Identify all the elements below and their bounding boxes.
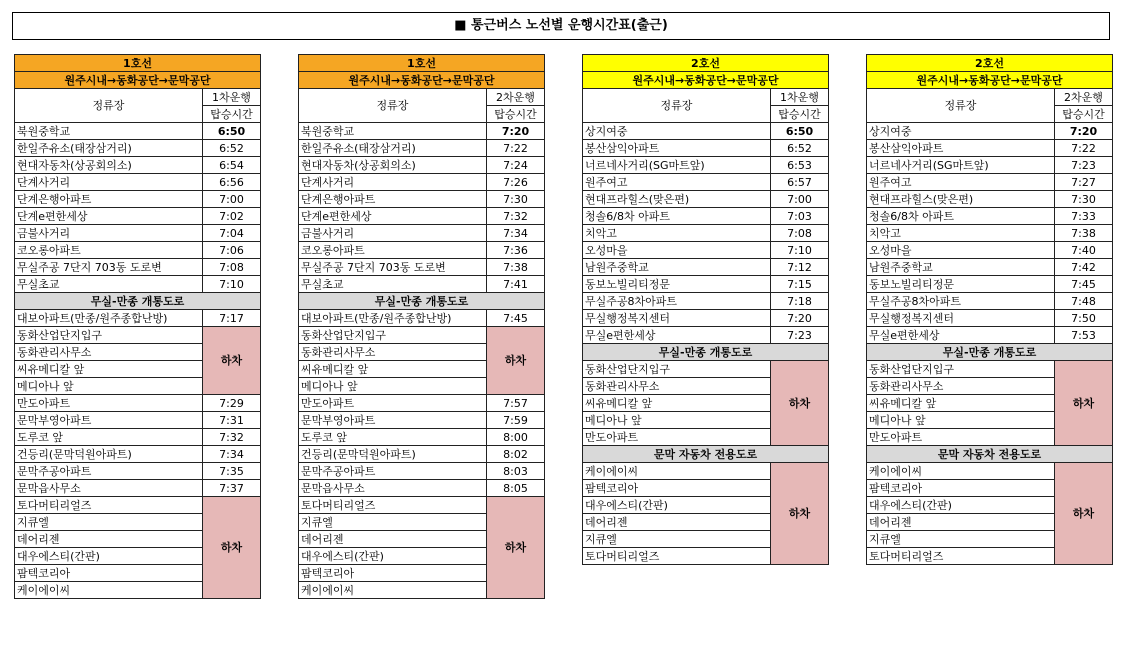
boarding-time: 7:30	[1055, 191, 1113, 208]
stop-name: 만도아파트	[299, 395, 487, 412]
dropoff-label: 하차	[203, 497, 261, 599]
table-row	[583, 225, 829, 242]
stop-name: 동화산업단지입구	[15, 327, 203, 344]
line-header-row	[299, 55, 545, 72]
section-label: 문막 자동차 전용도로	[867, 446, 1113, 463]
dropoff-label: 하차	[487, 327, 545, 395]
stop-name: 데어리젠	[867, 514, 1055, 531]
table-row	[867, 276, 1113, 293]
stop-name: 무실e편한세상	[867, 327, 1055, 344]
stop-name: 동화관리사무소	[15, 344, 203, 361]
stop-name: 무실초교	[299, 276, 487, 293]
stop-name: 케이에이씨	[583, 463, 771, 480]
boarding-time: 6:50	[771, 123, 829, 140]
stop-name: 팜텍코리아	[583, 480, 771, 497]
line-header-row	[15, 55, 261, 72]
stop-name: 대보아파트(만종/원주종합난방)	[299, 310, 487, 327]
table-row	[299, 310, 545, 327]
stop-name: 만도아파트	[867, 429, 1055, 446]
stop-name: 무실주공 7단지 703동 도로변	[15, 259, 203, 276]
stop-name: 지큐엘	[867, 531, 1055, 548]
table-row	[583, 276, 829, 293]
column-header-row	[15, 89, 261, 106]
stop-name: 동화관리사무소	[867, 378, 1055, 395]
table-row	[867, 242, 1113, 259]
column-header-row	[583, 89, 829, 106]
boarding-time: 7:08	[771, 225, 829, 242]
stop-name: 동보노빌리티정문	[583, 276, 771, 293]
stop-name: 씨유메디칼 앞	[15, 361, 203, 378]
route-header-row	[583, 72, 829, 89]
table-row	[299, 259, 545, 276]
stop-name: 단계사거리	[15, 174, 203, 191]
stop-column-header: 정류장	[299, 89, 487, 123]
stop-name: 너르네사거리(SG마트앞)	[867, 157, 1055, 174]
stop-name: 메디아나 앞	[299, 378, 487, 395]
stop-name: 만도아파트	[15, 395, 203, 412]
boarding-time: 7:10	[771, 242, 829, 259]
time-column-header: 탑승시간	[1055, 106, 1113, 123]
boarding-time: 7:20	[771, 310, 829, 327]
table-row	[15, 140, 261, 157]
section-label: 무실-만종 개통도로	[15, 293, 261, 310]
page-title: ■ 통근버스 노선별 운행시간표(출근)	[12, 12, 1110, 40]
route-name: 원주시내→동화공단→문막공단	[15, 72, 261, 89]
boarding-time: 7:12	[771, 259, 829, 276]
table-row	[299, 174, 545, 191]
stop-name: 토다머티리얼즈	[15, 497, 203, 514]
stop-name: 원주여고	[583, 174, 771, 191]
table-row	[15, 463, 261, 480]
stop-name: 코오롱아파트	[15, 242, 203, 259]
boarding-time: 7:29	[203, 395, 261, 412]
stop-name: 남원주중학교	[583, 259, 771, 276]
table-row	[299, 446, 545, 463]
boarding-time: 6:54	[203, 157, 261, 174]
timetable-body	[867, 55, 1113, 565]
table-row	[299, 123, 545, 140]
stop-name: 무실주공8차아파트	[867, 293, 1055, 310]
dropoff-label: 하차	[1055, 361, 1113, 446]
timetable-body	[583, 55, 829, 565]
boarding-time: 7:02	[203, 208, 261, 225]
table-row	[15, 157, 261, 174]
time-column-header: 탑승시간	[203, 106, 261, 123]
boarding-time: 7:23	[771, 327, 829, 344]
boarding-time: 7:37	[203, 480, 261, 497]
run-label: 2차운행	[1055, 89, 1113, 106]
table-row	[583, 327, 829, 344]
section-label: 무실-만종 개통도로	[583, 344, 829, 361]
boarding-time: 7:08	[203, 259, 261, 276]
section-row	[583, 344, 829, 361]
section-row	[299, 293, 545, 310]
line-header-row	[867, 55, 1113, 72]
boarding-time: 7:48	[1055, 293, 1113, 310]
stop-name: 씨유메디칼 앞	[299, 361, 487, 378]
stop-name: 대우에스티(간판)	[299, 548, 487, 565]
stop-name: 씨유메디칼 앞	[583, 395, 771, 412]
stop-name: 메디아나 앞	[867, 412, 1055, 429]
stop-name: 단계e편한세상	[299, 208, 487, 225]
table-row	[867, 123, 1113, 140]
section-row	[583, 446, 829, 463]
table-row	[299, 140, 545, 157]
line-name: 1호선	[15, 55, 261, 72]
line-name: 1호선	[299, 55, 545, 72]
stop-name: 단계사거리	[299, 174, 487, 191]
table-row	[583, 293, 829, 310]
stop-name: 오성마을	[867, 242, 1055, 259]
table-row	[583, 361, 829, 378]
stop-name: 봉산삼익아파트	[583, 140, 771, 157]
stop-name: 상지여중	[867, 123, 1055, 140]
boarding-time: 7:06	[203, 242, 261, 259]
route-header-row	[15, 72, 261, 89]
boarding-time: 7:35	[203, 463, 261, 480]
table-row	[299, 480, 545, 497]
table-row	[15, 208, 261, 225]
route-header-row	[867, 72, 1113, 89]
stop-name: 단계e편한세상	[15, 208, 203, 225]
boarding-time: 7:50	[1055, 310, 1113, 327]
table-row	[15, 327, 261, 344]
boarding-time: 7:45	[1055, 276, 1113, 293]
stop-name: 문막주공아파트	[15, 463, 203, 480]
line-name: 2호선	[583, 55, 829, 72]
stop-name: 건등리(문막덕원아파트)	[299, 446, 487, 463]
stop-name: 한일주유소(태장삼거리)	[299, 140, 487, 157]
column-header-row	[299, 89, 545, 106]
table-row	[15, 259, 261, 276]
table-row	[15, 412, 261, 429]
table-row	[583, 259, 829, 276]
stop-name: 치악고	[867, 225, 1055, 242]
table-row	[15, 191, 261, 208]
stop-name: 봉산삼익아파트	[867, 140, 1055, 157]
table-row	[867, 140, 1113, 157]
stop-name: 너르네사거리(SG마트앞)	[583, 157, 771, 174]
stop-name: 금불사거리	[299, 225, 487, 242]
table-row	[867, 293, 1113, 310]
stop-name: 무실주공 7단지 703동 도로변	[299, 259, 487, 276]
stop-column-header: 정류장	[583, 89, 771, 123]
stop-name: 코오롱아파트	[299, 242, 487, 259]
stop-name: 북원중학교	[15, 123, 203, 140]
dropoff-label: 하차	[771, 361, 829, 446]
boarding-time: 7:15	[771, 276, 829, 293]
stop-name: 팜텍코리아	[15, 565, 203, 582]
stop-name: 대우에스티(간판)	[583, 497, 771, 514]
stop-name: 현대자동차(상공회의소)	[299, 157, 487, 174]
stop-name: 동화관리사무소	[299, 344, 487, 361]
table-row	[867, 327, 1113, 344]
table-row	[15, 310, 261, 327]
table-row	[15, 242, 261, 259]
table-row	[15, 225, 261, 242]
table-row	[583, 463, 829, 480]
boarding-time: 7:32	[203, 429, 261, 446]
table-row	[583, 123, 829, 140]
table-row	[15, 497, 261, 514]
boarding-time: 7:59	[487, 412, 545, 429]
stop-name: 무실주공8차아파트	[583, 293, 771, 310]
boarding-time: 7:41	[487, 276, 545, 293]
boarding-time: 7:32	[487, 208, 545, 225]
stop-name: 케이에이씨	[15, 582, 203, 599]
route-name: 원주시내→동화공단→문막공단	[583, 72, 829, 89]
table-row	[299, 463, 545, 480]
stop-column-header: 정류장	[15, 89, 203, 123]
table-row	[583, 310, 829, 327]
boarding-time: 7:31	[203, 412, 261, 429]
timetable-line2-run2	[866, 54, 1113, 565]
boarding-time: 7:03	[771, 208, 829, 225]
stop-name: 지큐엘	[299, 514, 487, 531]
table-row	[583, 140, 829, 157]
stop-name: 무실초교	[15, 276, 203, 293]
boarding-time: 8:05	[487, 480, 545, 497]
stop-name: 문막읍사무소	[299, 480, 487, 497]
boarding-time: 7:38	[1055, 225, 1113, 242]
boarding-time: 7:57	[487, 395, 545, 412]
table-row	[15, 429, 261, 446]
boarding-time: 6:57	[771, 174, 829, 191]
table-row	[299, 225, 545, 242]
boarding-time: 7:20	[1055, 123, 1113, 140]
boarding-time: 7:40	[1055, 242, 1113, 259]
stop-name: 오성마을	[583, 242, 771, 259]
section-label: 무실-만종 개통도로	[867, 344, 1113, 361]
table-row	[15, 174, 261, 191]
boarding-time: 6:56	[203, 174, 261, 191]
table-row	[15, 276, 261, 293]
table-row	[299, 327, 545, 344]
stop-name: 청솔6/8차 아파트	[583, 208, 771, 225]
boarding-time: 7:00	[203, 191, 261, 208]
dropoff-label: 하차	[771, 463, 829, 565]
table-row	[867, 259, 1113, 276]
boarding-time: 7:34	[203, 446, 261, 463]
stop-name: 문막읍사무소	[15, 480, 203, 497]
stop-name: 건등리(문막덕원아파트)	[15, 446, 203, 463]
run-label: 1차운행	[203, 89, 261, 106]
table-row	[867, 157, 1113, 174]
timetable-line1-run1	[14, 54, 261, 599]
section-label: 무실-만종 개통도로	[299, 293, 545, 310]
stop-name: 케이에이씨	[867, 463, 1055, 480]
section-label: 문막 자동차 전용도로	[583, 446, 829, 463]
route-header-row	[299, 72, 545, 89]
route-name: 원주시내→동화공단→문막공단	[867, 72, 1113, 89]
boarding-time: 7:30	[487, 191, 545, 208]
stop-column-header: 정류장	[867, 89, 1055, 123]
stop-name: 문막부영아파트	[299, 412, 487, 429]
boarding-time: 7:34	[487, 225, 545, 242]
table-row	[867, 463, 1113, 480]
boarding-time: 6:50	[203, 123, 261, 140]
line-header-row	[583, 55, 829, 72]
stop-name: 데어리젠	[299, 531, 487, 548]
table-row	[867, 174, 1113, 191]
table-row	[299, 191, 545, 208]
time-column-header: 탑승시간	[771, 106, 829, 123]
table-row	[15, 123, 261, 140]
run-label: 1차운행	[771, 89, 829, 106]
stop-name: 한일주유소(태장삼거리)	[15, 140, 203, 157]
stop-name: 금불사거리	[15, 225, 203, 242]
boarding-time: 7:20	[487, 123, 545, 140]
section-row	[867, 344, 1113, 361]
table-row	[867, 310, 1113, 327]
table-row	[15, 480, 261, 497]
stop-name: 메디아나 앞	[583, 412, 771, 429]
stop-name: 씨유메디칼 앞	[867, 395, 1055, 412]
boarding-time: 7:24	[487, 157, 545, 174]
stop-name: 원주여고	[867, 174, 1055, 191]
boarding-time: 7:26	[487, 174, 545, 191]
stop-name: 문막주공아파트	[299, 463, 487, 480]
table-row	[583, 174, 829, 191]
dropoff-label: 하차	[487, 497, 545, 599]
stop-name: 도루코 앞	[299, 429, 487, 446]
table-row	[299, 276, 545, 293]
table-row	[299, 412, 545, 429]
table-row	[867, 361, 1113, 378]
stop-name: 대우에스티(간판)	[15, 548, 203, 565]
boarding-time: 7:45	[487, 310, 545, 327]
stop-name: 무실행정복지센터	[583, 310, 771, 327]
stop-name: 현대프라힐스(맞은편)	[867, 191, 1055, 208]
table-row	[583, 191, 829, 208]
stop-name: 무실e편한세상	[583, 327, 771, 344]
table-row	[299, 395, 545, 412]
stop-name: 대우에스티(간판)	[867, 497, 1055, 514]
boarding-time: 6:53	[771, 157, 829, 174]
route-name: 원주시내→동화공단→문막공단	[299, 72, 545, 89]
boarding-time: 7:33	[1055, 208, 1113, 225]
table-row	[299, 157, 545, 174]
boarding-time: 7:27	[1055, 174, 1113, 191]
stop-name: 지큐엘	[583, 531, 771, 548]
stop-name: 상지여중	[583, 123, 771, 140]
stop-name: 동화관리사무소	[583, 378, 771, 395]
boarding-time: 7:04	[203, 225, 261, 242]
stop-name: 만도아파트	[583, 429, 771, 446]
stop-name: 단계은행아파트	[299, 191, 487, 208]
boarding-time: 8:02	[487, 446, 545, 463]
table-row	[583, 242, 829, 259]
table-row	[583, 157, 829, 174]
stop-name: 현대프라힐스(맞은편)	[583, 191, 771, 208]
table-row	[299, 208, 545, 225]
stop-name: 동화산업단지입구	[299, 327, 487, 344]
stop-name: 현대자동차(상공회의소)	[15, 157, 203, 174]
boarding-time: 7:23	[1055, 157, 1113, 174]
dropoff-label: 하차	[1055, 463, 1113, 565]
table-row	[299, 429, 545, 446]
stop-name: 케이에이씨	[299, 582, 487, 599]
boarding-time: 8:00	[487, 429, 545, 446]
section-row	[867, 446, 1113, 463]
stop-name: 팜텍코리아	[867, 480, 1055, 497]
table-row	[15, 395, 261, 412]
stop-name: 메디아나 앞	[15, 378, 203, 395]
boarding-time: 7:00	[771, 191, 829, 208]
boarding-time: 7:42	[1055, 259, 1113, 276]
time-column-header: 탑승시간	[487, 106, 545, 123]
stop-name: 토다머티리얼즈	[299, 497, 487, 514]
boarding-time: 7:22	[1055, 140, 1113, 157]
stop-name: 대보아파트(만종/원주종합난방)	[15, 310, 203, 327]
stop-name: 팜텍코리아	[299, 565, 487, 582]
stop-name: 데어리젠	[15, 531, 203, 548]
boarding-time: 7:18	[771, 293, 829, 310]
stop-name: 무실행정복지센터	[867, 310, 1055, 327]
stop-name: 데어리젠	[583, 514, 771, 531]
table-row	[15, 446, 261, 463]
timetable-line2-run1	[582, 54, 829, 565]
stop-name: 도루코 앞	[15, 429, 203, 446]
timetable-body	[15, 55, 261, 599]
table-row	[299, 242, 545, 259]
table-row	[583, 208, 829, 225]
stop-name: 동화산업단지입구	[583, 361, 771, 378]
boarding-time: 7:53	[1055, 327, 1113, 344]
timetable-line1-run2	[298, 54, 545, 599]
boarding-time: 6:52	[771, 140, 829, 157]
boarding-time: 7:17	[203, 310, 261, 327]
stop-name: 토다머티리얼즈	[583, 548, 771, 565]
stop-name: 동화산업단지입구	[867, 361, 1055, 378]
table-row	[867, 225, 1113, 242]
stop-name: 남원주중학교	[867, 259, 1055, 276]
boarding-time: 7:38	[487, 259, 545, 276]
boarding-time: 6:52	[203, 140, 261, 157]
column-header-row	[867, 89, 1113, 106]
stop-name: 동보노빌리티정문	[867, 276, 1055, 293]
dropoff-label: 하차	[203, 327, 261, 395]
boarding-time: 7:22	[487, 140, 545, 157]
boarding-time: 7:10	[203, 276, 261, 293]
table-row	[867, 191, 1113, 208]
stop-name: 문막부영아파트	[15, 412, 203, 429]
table-row	[299, 497, 545, 514]
stop-name: 토다머티리얼즈	[867, 548, 1055, 565]
boarding-time: 8:03	[487, 463, 545, 480]
stop-name: 단계은행아파트	[15, 191, 203, 208]
stop-name: 북원중학교	[299, 123, 487, 140]
stop-name: 청솔6/8차 아파트	[867, 208, 1055, 225]
boarding-time: 7:36	[487, 242, 545, 259]
stop-name: 치악고	[583, 225, 771, 242]
timetable-body	[299, 55, 545, 599]
line-name: 2호선	[867, 55, 1113, 72]
table-row	[867, 208, 1113, 225]
stop-name: 지큐엘	[15, 514, 203, 531]
section-row	[15, 293, 261, 310]
run-label: 2차운행	[487, 89, 545, 106]
